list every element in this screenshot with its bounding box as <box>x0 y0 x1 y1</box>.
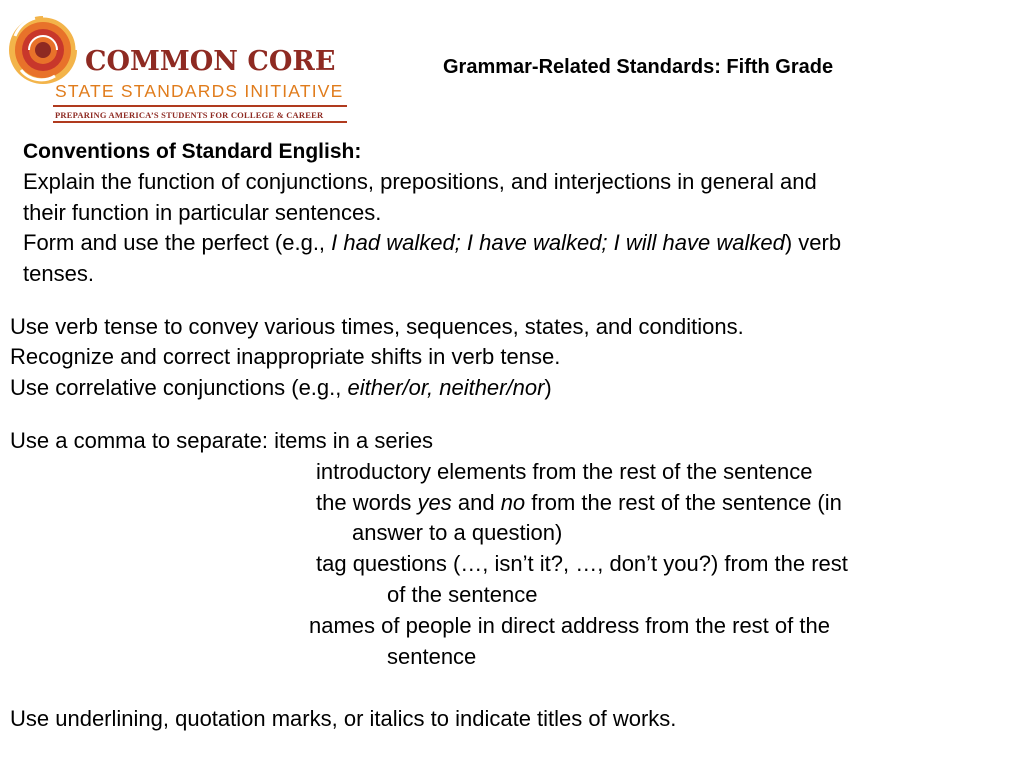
conventions-line-1: Explain the function of conjunctions, prepositions, and interjections in general and <box>23 169 817 194</box>
perfect-tense-text: Form and use the perfect (e.g., <box>23 230 332 255</box>
logo-state-standards: STATE STANDARDS INITIATIVE <box>55 81 344 101</box>
comma-item-direct-address: names of people in direct address from the rest of the <box>309 613 830 638</box>
verb-shift-line: Recognize and correct inappropriate shifts in verb tense. <box>10 344 561 369</box>
yes-word: yes <box>417 490 452 515</box>
titles-of-works-line: Use underlining, quotation marks, or italics to indicate titles of works. <box>10 706 677 731</box>
correlative-text: Use correlative conjunctions (e.g., <box>10 375 348 400</box>
comma-intro: Use a comma to separate: items in a series <box>10 428 434 453</box>
comma-item-yes-no-cont: answer to a question) <box>352 520 563 545</box>
yes-no-suffix: from the rest of the sentence (in <box>525 490 842 515</box>
conventions-line-3 <box>23 227 841 258</box>
page-title: Grammar-Related Standards: Fifth Grade <box>443 56 834 78</box>
comma-item-tag-questions-cont: of the sentence <box>387 582 538 607</box>
correlative-examples: either/or, neither/nor <box>347 375 545 400</box>
logo-divider <box>53 105 347 107</box>
correlative-line <box>10 372 552 403</box>
spiral-emblem-icon <box>5 6 81 92</box>
comma-item-yes-no <box>316 487 842 518</box>
yes-no-prefix: the words <box>316 490 418 515</box>
common-core-logo <box>5 6 357 121</box>
perfect-tense-suffix: ) verb <box>784 230 842 255</box>
verb-tense-line: Use verb tense to convey various times, sequences, states, and conditions. <box>10 314 744 339</box>
perfect-tense-examples: I had walked; I have walked; I will have walked <box>331 230 785 255</box>
comma-item-direct-address-cont: sentence <box>387 644 477 669</box>
conventions-heading: Conventions of Standard English: <box>23 140 362 163</box>
conventions-line-4: tenses. <box>23 261 94 286</box>
logo-tagline: PREPARING AMERICA’S STUDENTS FOR COLLEGE & CAREER <box>55 110 324 120</box>
correlative-suffix: ) <box>544 375 552 400</box>
logo-divider-bottom <box>53 121 347 123</box>
conventions-line-2: their function in particular sentences. <box>23 200 382 225</box>
comma-item-introductory: introductory elements from the rest of the sentence <box>316 459 813 484</box>
no-word: no <box>500 490 526 515</box>
yes-no-and: and <box>451 490 501 515</box>
comma-item-tag-questions: tag questions (…, isn’t it?, …, don’t you?) from the rest <box>316 551 848 576</box>
logo-common-core: COMMON CORE <box>85 46 336 77</box>
